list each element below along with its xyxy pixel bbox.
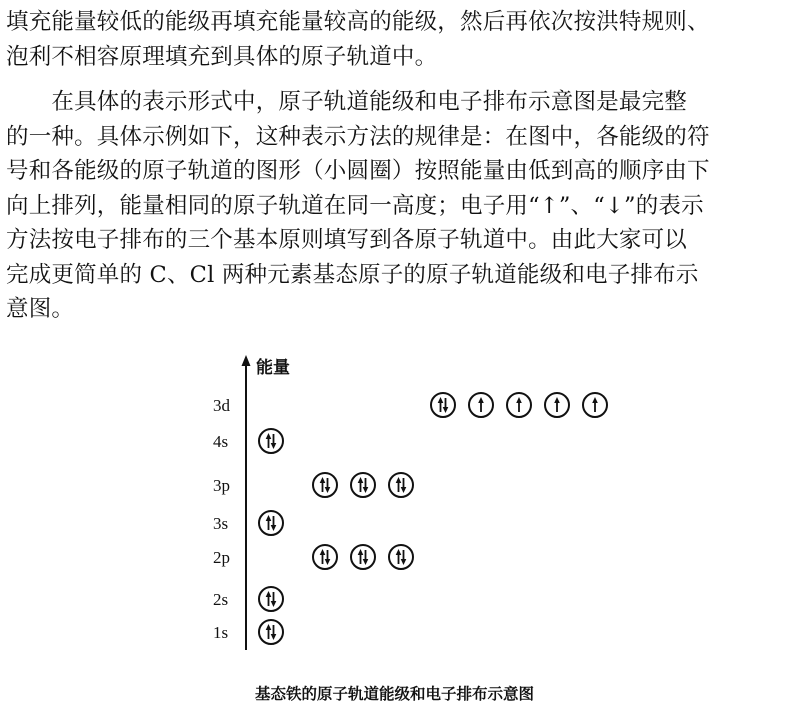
orbital-3s-1 (258, 510, 284, 536)
text-line: 的一种。具体示例如下，这种表示方法的规律是：在图中，各能级的符 (6, 123, 710, 150)
orbital-3p-2 (350, 472, 376, 498)
electron-arrows (508, 394, 530, 416)
electron-arrows (314, 474, 336, 496)
electron-arrows (314, 546, 336, 568)
level-label-1s: 1s (213, 623, 229, 642)
orbital-3d-2 (468, 392, 494, 418)
text-line: 方法按电子排布的三个基本原则填写到各原子轨道中。由此大家可以 (6, 227, 688, 253)
electron-arrows (260, 588, 282, 610)
electron-arrows (352, 474, 374, 496)
orbital-3d-1 (430, 392, 456, 418)
orbital-3p-3 (388, 472, 414, 498)
text-line: 填充能量较低的能级再填充能量较高的能级，然后再依次按洪特规则、 (6, 9, 710, 35)
orbital-2p-2 (350, 544, 376, 570)
energy-axis-label: 能量 (256, 358, 290, 378)
orbital-diagram (200, 355, 600, 655)
orbital-2p-1 (312, 544, 338, 570)
orbital-3d-4 (544, 392, 570, 418)
level-label-3s: 3s (213, 514, 229, 533)
level-label-3d: 3d (213, 396, 230, 415)
orbital-4s-1 (258, 428, 284, 454)
orbital-2s-1 (258, 586, 284, 612)
text-line: 在具体的表示形式中，原子轨道能级和电子排布示意图是最完整 (6, 89, 688, 115)
level-label-2s: 2s (213, 590, 229, 609)
electron-arrows (260, 430, 282, 452)
level-label-3p: 3p (213, 476, 230, 495)
level-label-2p: 2p (213, 548, 230, 567)
text-line: 完成更简单的 C、Cl 两种元素基态原子的原子轨道能级和电子排布示 (6, 261, 699, 288)
level-label-4s: 4s (213, 432, 229, 451)
electron-arrows (584, 394, 606, 416)
figure-caption: 基态铁的原子轨道能级和电子排布示意图 (254, 685, 534, 703)
orbital-3d-3 (506, 392, 532, 418)
orbital-2p-3 (388, 544, 414, 570)
electron-arrows (260, 512, 282, 534)
text-line: 泡利不相容原理填充到具体的原子轨道中。 (6, 43, 438, 70)
text-line: 向上排列，能量相同的原子轨道在同一高度；电子用“↑”、“↓”的表示 (6, 192, 704, 219)
electron-arrows (470, 394, 492, 416)
text-line: 号和各能级的原子轨道的图形（小圆圈）按照能量由低到高的顺序由下 (6, 158, 710, 184)
orbital-3p-1 (312, 472, 338, 498)
electron-arrows (390, 474, 412, 496)
paragraph-1 (6, 5, 786, 74)
orbital-3d-5 (582, 392, 608, 418)
electron-arrows (546, 394, 568, 416)
electron-arrows (260, 621, 282, 643)
energy-axis (236, 355, 256, 655)
electron-arrows (432, 394, 454, 416)
paragraph-2 (6, 85, 786, 327)
orbital-1s-1 (258, 619, 284, 645)
electron-arrows (390, 546, 412, 568)
text-line: 意图。 (6, 296, 75, 322)
electron-arrows (352, 546, 374, 568)
